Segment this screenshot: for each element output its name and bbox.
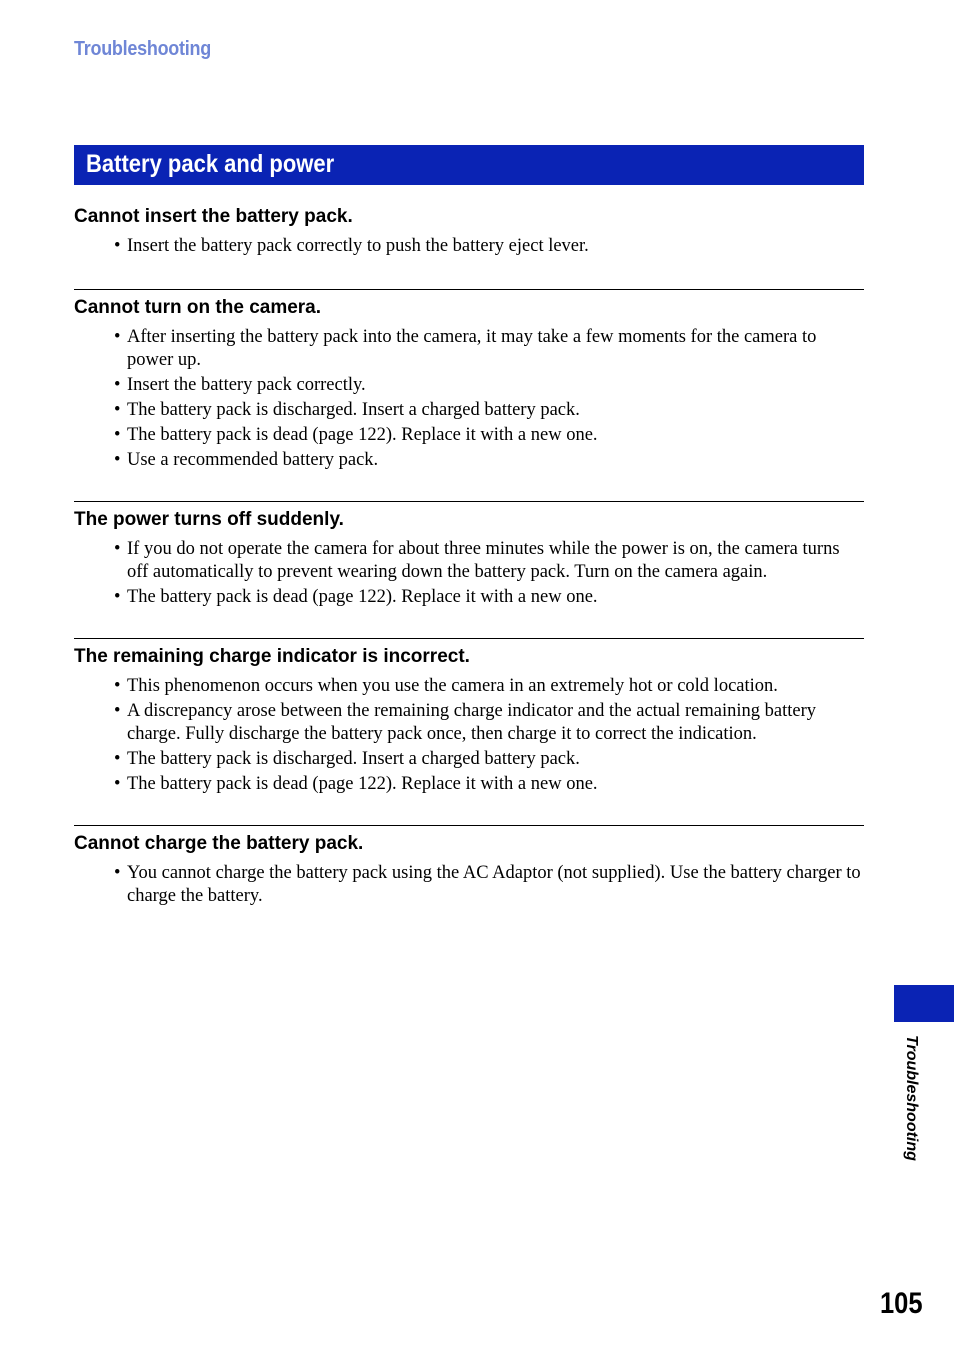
bullet-icon: • <box>114 863 121 883</box>
section-title: Battery pack and power <box>86 150 335 178</box>
section-title-bar <box>74 145 864 185</box>
list-item: • The battery pack is dead (page 122). Replace it with a new one. <box>114 424 598 445</box>
list-item: • The battery pack is dead (page 122). Replace it with a new one. <box>114 586 598 607</box>
list-item: • If you do not operate the camera for about three minutes while the power is on, the camera turns off automatically to prevent wearing down the battery pack. Turn on the camera again. <box>114 539 840 582</box>
list-item: • A discrepancy arose between the remaining charge indicator and the actual remaining battery charge. Fully discharge the battery pack once, then charge it to correct the indication. <box>114 701 817 744</box>
topic-list <box>74 538 864 608</box>
list-item: • This phenomenon occurs when you use the camera in an extremely hot or cold location. <box>114 676 778 696</box>
bullet-icon: • <box>114 327 121 347</box>
topic-list <box>74 326 864 471</box>
bullet-icon: • <box>114 399 121 420</box>
topic-heading: The power turns off suddenly. <box>74 509 344 530</box>
topic-list <box>74 862 864 907</box>
bullet-icon: • <box>114 748 121 769</box>
topic-cannot-charge <box>74 825 864 910</box>
list-item: • The battery pack is dead (page 122). Replace it with a new one. <box>114 773 598 794</box>
bullet-icon: • <box>114 236 121 256</box>
list-item: • Insert the battery pack correctly. <box>114 374 366 395</box>
bullet-icon: • <box>114 424 121 445</box>
list-item: • After inserting the battery pack into the camera, it may take a few moments for the camera to power up. <box>114 327 817 370</box>
topic-heading: Cannot charge the battery pack. <box>74 833 364 854</box>
running-head-title: Troubleshooting <box>74 38 211 60</box>
list-item: • You cannot charge the battery pack using the AC Adaptor (not supplied). Use the battery charger to charge the battery. <box>114 863 861 906</box>
side-index-tab <box>894 985 954 1022</box>
side-index-label: Troubleshooting <box>903 1035 920 1161</box>
bullet-icon: • <box>114 539 121 559</box>
topic-charge-indicator <box>74 638 864 798</box>
topic-list <box>74 235 864 258</box>
bullet-icon: • <box>114 773 121 794</box>
page-number: 105 <box>880 1287 923 1320</box>
bullet-icon: • <box>114 701 121 721</box>
topic-cannot-turn-on <box>74 289 864 474</box>
topic-power-turns-off <box>74 501 864 611</box>
list-item: • Use a recommended battery pack. <box>114 449 379 470</box>
topic-heading: The remaining charge indicator is incorrect. <box>74 646 470 667</box>
topic-heading: Cannot turn on the camera. <box>74 297 322 318</box>
bullet-icon: • <box>114 586 121 607</box>
bullet-icon: • <box>114 374 121 395</box>
bullet-icon: • <box>114 676 121 696</box>
list-item: • The battery pack is discharged. Insert a charged battery pack. <box>114 748 580 769</box>
list-item: • Insert the battery pack correctly to push the battery eject lever. <box>114 236 589 256</box>
bullet-icon: • <box>114 449 121 470</box>
topic-list <box>74 675 864 795</box>
topic-heading: Cannot insert the battery pack. <box>74 206 353 227</box>
topic-cannot-insert <box>74 205 864 260</box>
list-item: • The battery pack is discharged. Insert a charged battery pack. <box>114 399 580 420</box>
